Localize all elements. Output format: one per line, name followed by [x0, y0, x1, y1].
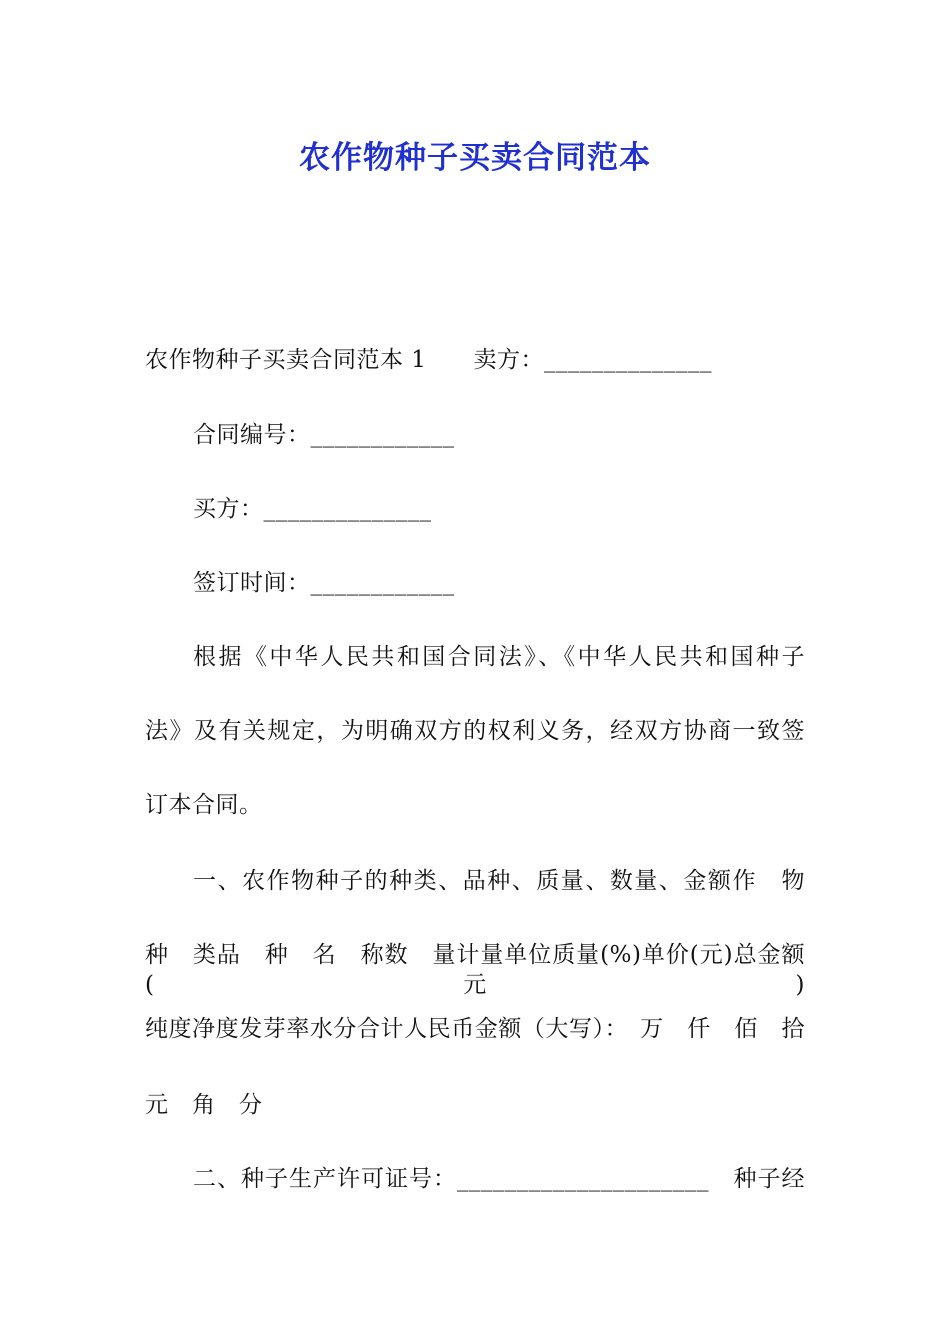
paragraph-line: 订本合同。: [145, 792, 263, 818]
document-title: 农作物种子买卖合同范本: [299, 140, 651, 176]
paragraph-line: 二、种子生产许可证号：_____________________ 种子经: [193, 1166, 805, 1192]
text-line-contract-number: 合同编号：____________: [193, 422, 455, 448]
paragraph-line: 法》及有关规定，为明确双方的权利义务，经双方协商一致签: [145, 718, 805, 744]
text-line-buyer: 买方：______________: [193, 496, 432, 522]
paragraph-line: 种 类品 种 名 称数 量计量单位质量(%)单价(元)总金额(元): [145, 942, 805, 998]
paragraph-line: 纯度净度发芽率水分合计人民币金额（大写）： 万 仟 佰 拾: [145, 1016, 805, 1042]
paragraph-line: 根据《中华人民共和国合同法》、《中华人民共和国种子: [193, 644, 805, 670]
text-line-signing-time: 签订时间：____________: [193, 570, 455, 596]
text-line-header-seller: 农作物种子买卖合同范本 1 卖方：______________: [145, 347, 712, 373]
paragraph-line: 元 角 分: [145, 1092, 263, 1118]
paragraph-line: 一、农作物种子的种类、品种、质量、数量、金额作 物: [193, 868, 805, 894]
